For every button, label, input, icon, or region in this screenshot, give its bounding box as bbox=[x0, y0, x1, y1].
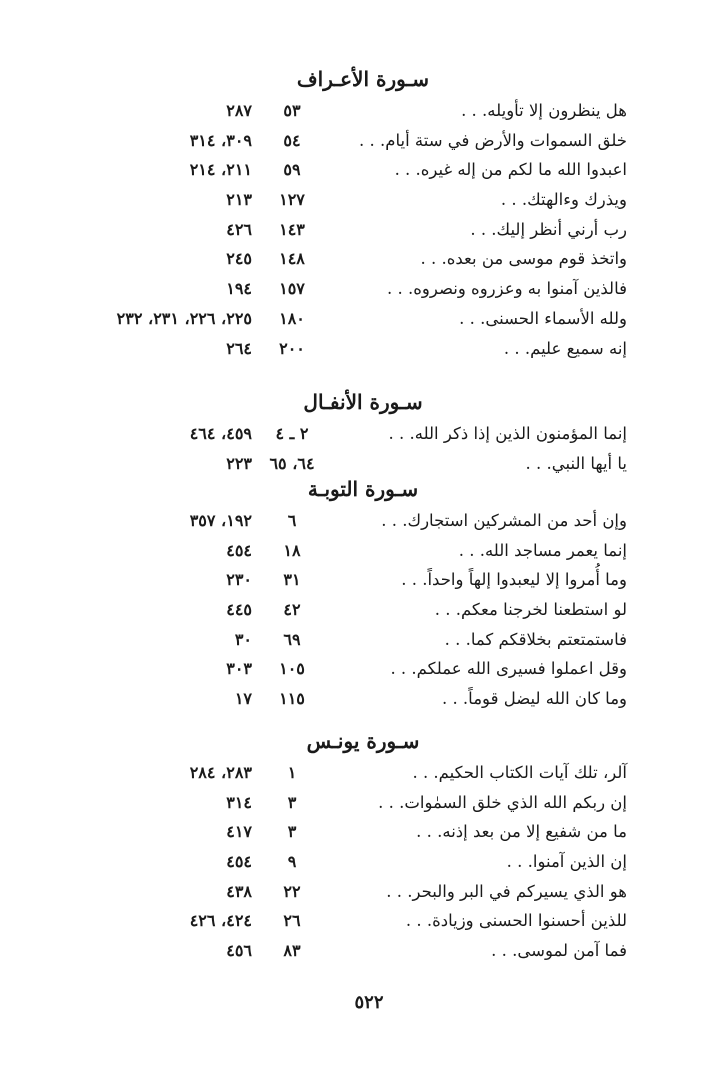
verse-text: واتخذ قوم موسى من بعده. . . bbox=[420, 249, 627, 269]
page-references-text: ٤٣٨ bbox=[226, 881, 252, 901]
verse-text: رب أرني أنظر إليك. . . bbox=[470, 219, 627, 239]
ayah-number: ٥٣ bbox=[283, 101, 301, 120]
page-references bbox=[30, 817, 252, 847]
index-entry bbox=[0, 654, 714, 684]
page-references bbox=[30, 847, 252, 877]
ayah-number: ١٠٥ bbox=[279, 659, 305, 679]
page-references-text: ٤٥٤ bbox=[226, 852, 252, 872]
page-references bbox=[30, 877, 252, 907]
ayah-number: ١٢٧ bbox=[279, 190, 305, 210]
page-references-text: ٢٣٠ bbox=[226, 570, 252, 590]
page-references bbox=[30, 536, 252, 566]
ayah-number: ٣ bbox=[287, 792, 297, 812]
page-references bbox=[30, 684, 252, 714]
page-references-text: ٢٢٥، ٢٢٦، ٢٣١، ٢٣٢ bbox=[116, 308, 252, 328]
index-entry bbox=[0, 126, 714, 156]
verse-text: إن ربكم الله الذي خلق السمٰوات. . . bbox=[378, 792, 627, 812]
verse-text: فما آمن لموسى. . . bbox=[491, 941, 627, 961]
page-references-text: ٣٠٩، ٣١٤ bbox=[189, 130, 252, 150]
index-entry bbox=[0, 565, 714, 595]
index-entry bbox=[0, 817, 714, 847]
page-references-text: ٢٨٣، ٢٨٤ bbox=[189, 763, 252, 782]
ayah-number: ٨٣ bbox=[283, 941, 301, 961]
index-entry bbox=[0, 536, 714, 566]
verse-text: إنما المؤمنون الذين إذا ذكر الله. . . bbox=[388, 424, 627, 443]
page-references bbox=[30, 215, 252, 245]
ayah-number: ٢٦ bbox=[283, 911, 301, 931]
verse-text: وقل اعملوا فسيرى الله عملكم. . . bbox=[390, 659, 627, 679]
page-references-text: ٢١١، ٢١٤ bbox=[189, 160, 252, 180]
surah-title: سـورة الأنفـال bbox=[303, 390, 423, 414]
verse-text: وإن أحد من المشركين استجارك. . . bbox=[381, 511, 627, 530]
index-entry bbox=[0, 334, 714, 364]
page-references bbox=[30, 304, 252, 334]
surah-heading bbox=[0, 62, 714, 96]
ayah-number: ٢٢ bbox=[283, 881, 301, 901]
index-entry bbox=[0, 96, 714, 126]
ayah-number: ٢ ـ ٤ bbox=[275, 424, 309, 443]
verse-text: ما من شفيع إلا من بعد إذنه. . . bbox=[416, 822, 627, 842]
index-entry bbox=[0, 506, 714, 536]
verse-text: هو الذي يسيركم في البر والبحر. . . bbox=[386, 881, 627, 901]
surah-section bbox=[0, 62, 714, 363]
page-references-text: ٤١٧ bbox=[226, 822, 252, 842]
surah-section bbox=[0, 472, 714, 714]
ayah-number: ٥٩ bbox=[283, 160, 301, 180]
page-references-text: ٤٥٩، ٤٦٤ bbox=[189, 424, 252, 443]
index-entry bbox=[0, 936, 714, 966]
ayah-number: ١١٥ bbox=[279, 689, 305, 709]
page-references bbox=[30, 155, 252, 185]
page-references bbox=[30, 758, 252, 788]
ayah-number: ٩ bbox=[287, 852, 297, 872]
page-references-text: ٢٨٧ bbox=[226, 101, 252, 120]
ayah-number: ٣١ bbox=[283, 570, 301, 590]
page-number bbox=[0, 992, 714, 1013]
page-references bbox=[30, 274, 252, 304]
index-entry bbox=[0, 185, 714, 215]
page-references-text: ٣١٤ bbox=[226, 792, 252, 812]
page-references bbox=[30, 334, 252, 364]
surah-title: سـورة يونـس bbox=[306, 729, 420, 753]
verse-text: وما كان الله ليضل قوماً. . . bbox=[441, 689, 627, 709]
ayah-number: ٦٩ bbox=[283, 629, 301, 649]
page-references bbox=[30, 96, 252, 126]
index-entry bbox=[0, 244, 714, 274]
page-number-text: ٥٢٢ bbox=[354, 992, 384, 1013]
page-references-text: ٤٢٦ bbox=[226, 219, 252, 239]
page-references-text: ٣٠٣ bbox=[226, 659, 252, 679]
ayah-number: ٢٠٠ bbox=[279, 338, 305, 358]
verse-text: إن الذين آمنوا. . . bbox=[506, 852, 627, 872]
verse-text: آلر، تلك آيات الكتاب الحكيم. . . bbox=[412, 763, 627, 782]
ayah-number: ٥٤ bbox=[283, 130, 301, 150]
page-references bbox=[30, 625, 252, 655]
page-references-text: ٢١٣ bbox=[226, 190, 252, 210]
index-entry bbox=[0, 847, 714, 877]
ayah-number: ١٨ bbox=[283, 540, 301, 560]
index-entry bbox=[0, 304, 714, 334]
verse-text: للذين أحسنوا الحسنى وزيادة. . . bbox=[405, 911, 627, 931]
verse-text: ويذرك وءالهتك. . . bbox=[500, 190, 627, 210]
index-entry bbox=[0, 906, 714, 936]
index-entry bbox=[0, 877, 714, 907]
index-entry bbox=[0, 595, 714, 625]
page-references-text: ١٧ bbox=[234, 689, 252, 709]
index-entry bbox=[0, 684, 714, 714]
ayah-number: ١٥٧ bbox=[279, 279, 305, 299]
verse-text: وما أُمروا إلا ليعبدوا إلهاً واحداً. . . bbox=[401, 570, 627, 590]
surah-section bbox=[0, 724, 714, 966]
page-references bbox=[30, 595, 252, 625]
verse-text: إنما يعمر مساجد الله. . . bbox=[458, 540, 627, 560]
page-references-text: ١٩٢، ٣٥٧ bbox=[189, 511, 252, 530]
page-references bbox=[30, 936, 252, 966]
verse-text: اعبدوا الله ما لكم من إله غيره. . . bbox=[394, 160, 627, 180]
page-references bbox=[30, 244, 252, 274]
index-entry bbox=[0, 758, 714, 788]
verse-text: يا أيها النبي. . . bbox=[525, 453, 627, 473]
page-references bbox=[30, 906, 252, 936]
ayah-number: ١٤٣ bbox=[279, 219, 305, 239]
index-entry bbox=[0, 215, 714, 245]
page-references bbox=[30, 788, 252, 818]
verse-text: ولله الأسماء الحسنى. . . bbox=[459, 308, 627, 328]
page-references-text: ١٩٤ bbox=[226, 279, 252, 299]
verse-text: فالذين آمنوا به وعزروه ونصروه. . . bbox=[387, 279, 627, 299]
ayah-number: ٣ bbox=[287, 822, 297, 842]
page-references-text: ٢٦٤ bbox=[226, 338, 252, 358]
page-references bbox=[30, 126, 252, 156]
index-entry bbox=[0, 274, 714, 304]
page-references bbox=[30, 185, 252, 215]
verse-text: هل ينظرون إلا تأويله. . . bbox=[461, 101, 627, 120]
index-entry bbox=[0, 419, 714, 449]
ayah-number: ٦ bbox=[287, 511, 297, 530]
verse-text: إنه سميع عليم. . . bbox=[503, 338, 627, 358]
surah-heading bbox=[0, 472, 714, 506]
verse-text: خلق السموات والأرض في ستة أيام. . . bbox=[359, 130, 627, 150]
ayah-number: ١٨٠ bbox=[279, 308, 305, 328]
surah-title: سـورة الأعـراف bbox=[296, 67, 430, 91]
ayah-number: ١ bbox=[287, 763, 297, 782]
page-references-text: ٢٤٥ bbox=[226, 249, 252, 269]
surah-section bbox=[0, 385, 714, 478]
page-references-text: ٤٥٦ bbox=[226, 941, 252, 961]
index-entry bbox=[0, 625, 714, 655]
page-references-text: ٤٤٥ bbox=[226, 600, 252, 620]
page-references bbox=[30, 419, 252, 449]
index-entry bbox=[0, 155, 714, 185]
verse-text: فاستمتعتم بخلاقكم كما. . . bbox=[444, 629, 627, 649]
surah-title: سـورة التوبـة bbox=[307, 477, 419, 501]
page-references-text: ٢٢٣ bbox=[226, 453, 252, 473]
page-references bbox=[30, 654, 252, 684]
ayah-number: ٦٤، ٦٥ bbox=[269, 453, 315, 473]
surah-heading bbox=[0, 724, 714, 758]
surah-heading bbox=[0, 385, 714, 419]
page-references bbox=[30, 506, 252, 536]
index-entry bbox=[0, 788, 714, 818]
page-references-text: ٣٠ bbox=[234, 629, 252, 649]
page-references bbox=[30, 565, 252, 595]
verse-text: لو استطعنا لخرجنا معكم. . . bbox=[434, 600, 627, 620]
page-references-text: ٤٢٤، ٤٢٦ bbox=[189, 911, 252, 931]
ayah-number: ١٤٨ bbox=[279, 249, 305, 269]
page-references-text: ٤٥٤ bbox=[226, 540, 252, 560]
ayah-number: ٤٢ bbox=[283, 600, 301, 620]
